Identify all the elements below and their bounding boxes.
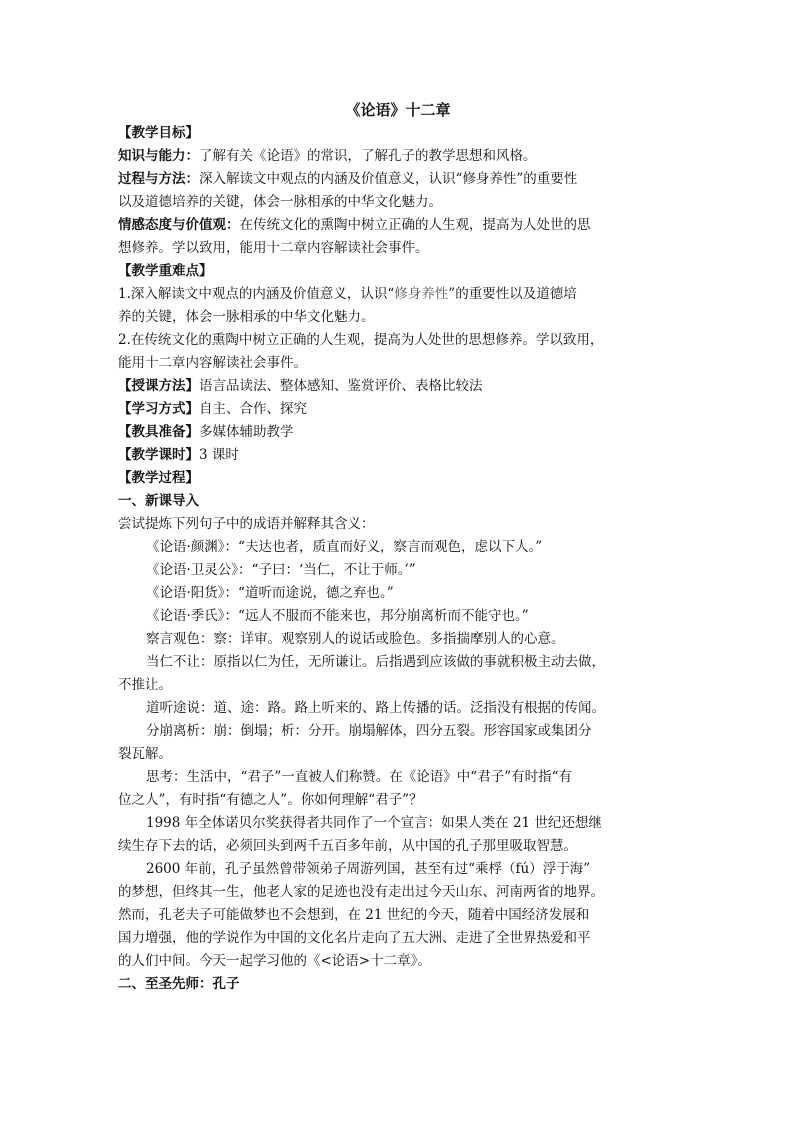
hours-line <box>118 444 678 467</box>
process-label: 过程与方法： <box>118 171 199 187</box>
confucius-paragraph-cont: 然而，孔老夫子可能做梦也不会想到，在 21 世纪的今天，随着中国经济发展和 <box>118 907 590 923</box>
page-title: 《论语》十二章 <box>345 101 451 119</box>
quote-item: 《论语·颜渊》：“夫达也者，质直而好义，察言而观色，虑以下人。” <box>146 539 543 555</box>
document-page <box>118 98 678 996</box>
section1-heading: 一、新课导入 <box>118 493 199 509</box>
think-paragraph-cont: 位之人”，有时指“有德之人”。你如何理解“君子”？ <box>118 792 423 808</box>
section2-heading: 二、至圣先师：孔子 <box>118 976 240 992</box>
key-point-2-cont: 能用十二章内容解读社会事件。 <box>118 355 307 371</box>
section1-intro: 尝试提炼下列句子中的成语并解释其含义： <box>118 516 375 532</box>
objectives-heading: 【教学目标】 <box>118 125 199 141</box>
knowledge-text: 了解有关《论语》的常识，了解孔子的教学思想和风格。 <box>199 148 537 164</box>
style-label: 【学习方式】 <box>118 401 199 417</box>
nobel-paragraph: 1998 年全体诺贝尔奖获得者共同作了一个宣言：如果人类在 21 世纪还想继 <box>146 815 602 831</box>
process-line-cont: 以及道德培养的关键，体会一脉相承的中华文化魅力。 <box>118 194 442 210</box>
quote-item: 《论语·季氏》：“远人不服而不能来也，邦分崩离析而不能守也。” <box>146 608 529 624</box>
hours-text: 3 课时 <box>199 447 239 463</box>
idiom-explanation-cont: 裂瓦解。 <box>118 746 172 762</box>
tools-label: 【教具准备】 <box>118 424 199 440</box>
key-point-1 <box>118 283 678 306</box>
idiom-explanation: 察言观色：察：详审。观察别人的说话或脸色。多指揣摩别人的心意。 <box>146 631 565 647</box>
knowledge-line <box>118 145 678 168</box>
emotion-line <box>118 214 678 237</box>
confucius-paragraph: 2600 年前，孔子虽然曾带领弟子周游列国，甚至有过“乘桴（fú）浮于海” <box>146 861 591 877</box>
process-heading: 【教学过程】 <box>118 470 199 486</box>
confucius-paragraph-cont: 的人们中间。今天一起学习他的《<论语>十二章》。 <box>118 953 431 969</box>
idiom-explanation-cont: 不推让。 <box>118 677 172 693</box>
quote-item: 《论语·阳货》：“道听而途说，德之弃也。” <box>146 585 394 601</box>
idiom-explanation: 分崩离析：崩：倒塌；析：分开。崩塌解体，四分五裂。形容国家或集团分 <box>146 723 592 739</box>
idiom-explanation: 道听途说：道、途：路。路上听来的、路上传播的话。泛指没有根据的传闻。 <box>146 700 605 716</box>
method-text: 语言品读法、整体感知、鉴赏评价、表格比较法 <box>199 378 483 394</box>
tools-text: 多媒体辅助教学 <box>199 424 294 440</box>
emotion-text: 在传统文化的熏陶中树立正确的人生观，提高为人处世的思 <box>239 217 591 233</box>
idiom-explanation: 当仁不让：原指以仁为任，无所谦让。后指遇到应该做的事就积极主动去做， <box>146 654 605 670</box>
key-point-highlight: 修身养性 <box>394 286 449 302</box>
emotion-label: 情感态度与价值观： <box>118 217 240 233</box>
nobel-paragraph-cont: 续生存下去的话，必须回头到两千五百多年前，从中国的孔子那里吸取智慧。 <box>118 838 577 854</box>
key-point-1-text: 1.深入解读文中观点的内涵及价值意义，认识“ <box>118 286 395 302</box>
emotion-line-cont: 想修养。学以致用，能用十二章内容解读社会事件。 <box>118 240 429 256</box>
key-point-1-cont: 养的关键，体会一脉相承的中华文化魅力。 <box>118 309 375 325</box>
confucius-paragraph-cont: 国力增强，他的学说作为中国的文化名片走向了五大洲、走进了全世界热爱和平 <box>118 930 591 946</box>
method-line <box>118 375 678 398</box>
method-label: 【授课方法】 <box>118 378 199 394</box>
think-paragraph: 思考：生活中，“君子”一直被人们称赞。在《论语》中“君子”有时指“有 <box>146 769 573 785</box>
confucius-paragraph-cont: 的梦想，但终其一生，他老人家的足迹也没有走出过今天山东、河南两省的地界。 <box>118 884 604 900</box>
key-point-1-text-end: ”的重要性以及道德培 <box>448 286 577 302</box>
style-line <box>118 398 678 421</box>
quote-item: 《论语·卫灵公》：“子曰：‘当仁，不让于师。’” <box>146 562 416 578</box>
hours-label: 【教学课时】 <box>118 447 199 463</box>
process-text: 深入解读文中观点的内涵及价值意义，认识“修身养性”的重要性 <box>199 171 578 187</box>
knowledge-label: 知识与能力： <box>118 148 199 164</box>
process-line <box>118 168 678 191</box>
key-point-2: 2.在传统文化的熏陶中树立正确的人生观，提高为人处世的思想修养。学以致用， <box>118 332 604 348</box>
style-text: 自主、合作、探究 <box>199 401 307 417</box>
tools-line <box>118 421 678 444</box>
key-points-heading: 【教学重难点】 <box>118 263 213 279</box>
